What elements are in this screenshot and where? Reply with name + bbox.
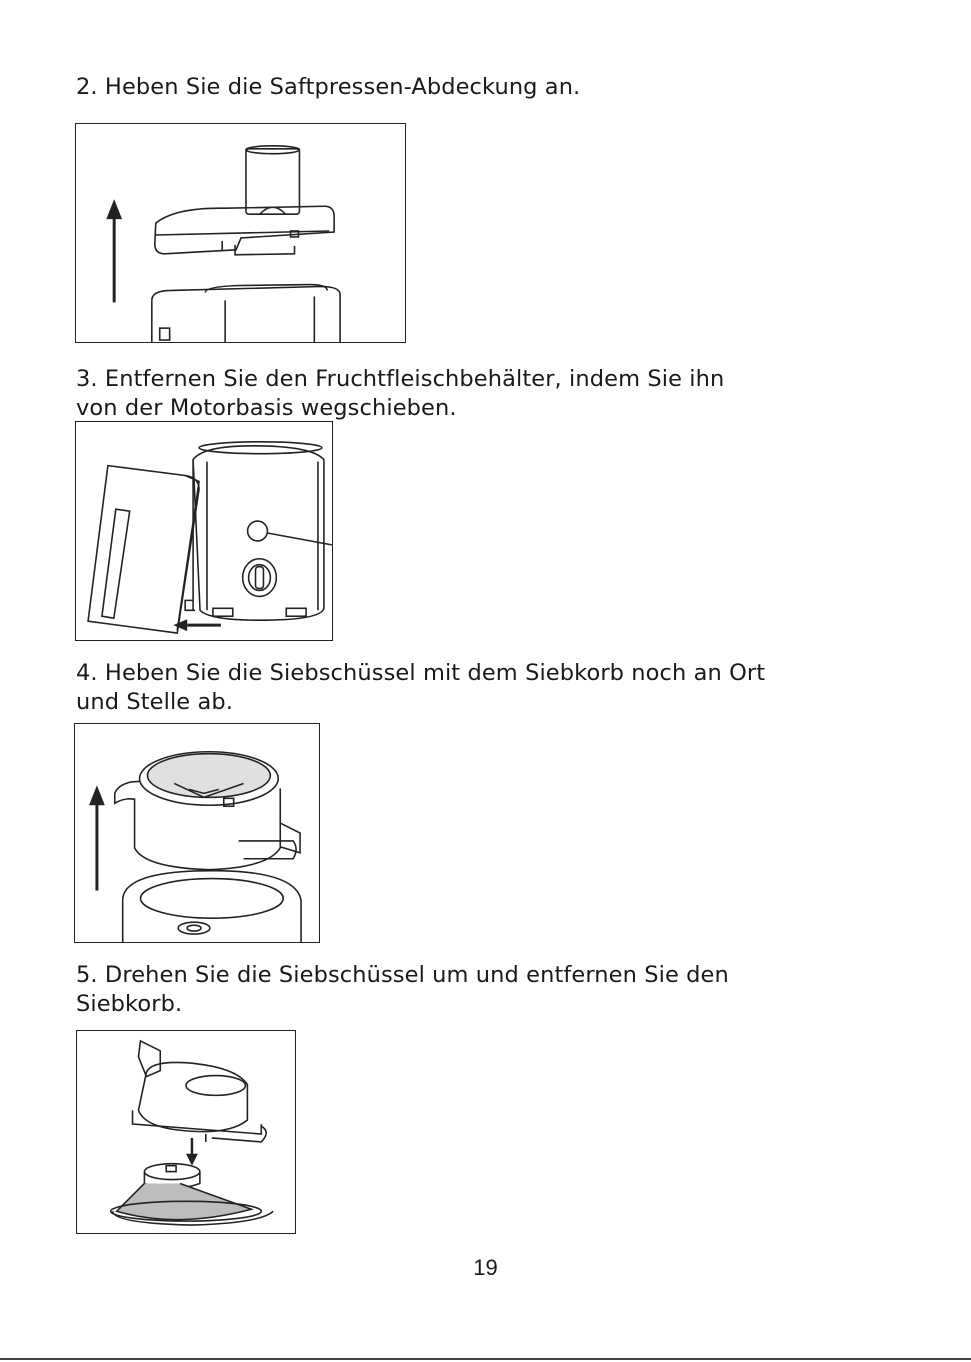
figure-remove-pulp-container bbox=[75, 421, 333, 641]
bottom-divider bbox=[0, 1358, 971, 1360]
arrow-down-icon bbox=[186, 1154, 198, 1166]
page-number: 19 bbox=[473, 1255, 498, 1280]
figure-lift-filter-bowl bbox=[74, 723, 320, 943]
figure-lift-juicer-cover bbox=[75, 123, 406, 343]
step-5-instruction: 5. Drehen Sie die Siebschüssel um und entfernen Sie den Siebkorb. bbox=[76, 962, 729, 1017]
arrow-up-icon bbox=[106, 199, 122, 219]
filter-bowl-illustration bbox=[75, 724, 319, 942]
step-3-instruction: 3. Entfernen Sie den Fruchtfleischbehälter, indem Sie ihn von der Motorbasis wegschieben. bbox=[76, 366, 725, 421]
arrow-up-icon bbox=[89, 785, 105, 805]
arrow-left-icon bbox=[173, 619, 187, 631]
step-2-instruction: 2. Heben Sie die Saftpressen-Abdeckung an. bbox=[76, 74, 581, 100]
juicer-cover-illustration bbox=[76, 124, 405, 342]
step-4-instruction: 4. Heben Sie die Siebschüssel mit dem Siebkorb noch an Ort und Stelle ab. bbox=[76, 660, 766, 715]
filter-basket-illustration bbox=[77, 1031, 295, 1233]
indicator-light-icon bbox=[248, 521, 268, 541]
figure-remove-filter-basket bbox=[76, 1030, 296, 1234]
pulp-container-illustration bbox=[76, 422, 332, 640]
